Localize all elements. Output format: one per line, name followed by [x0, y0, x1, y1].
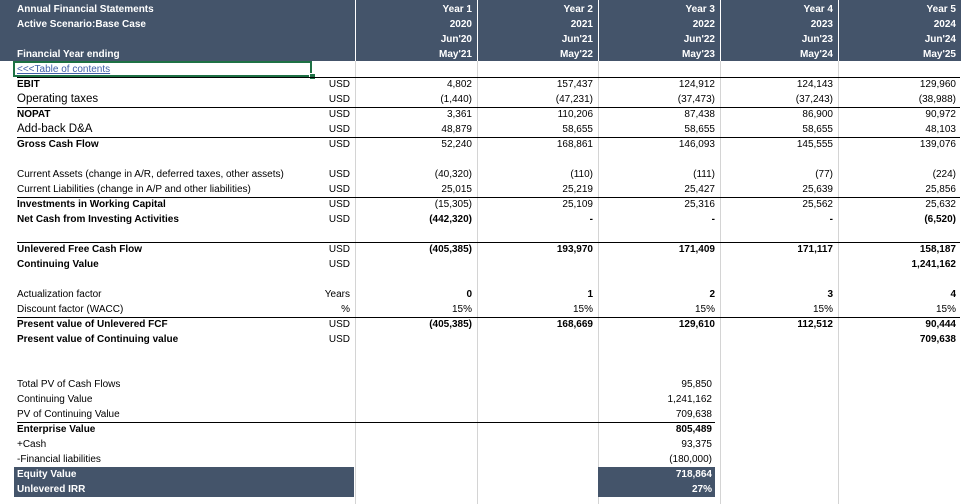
row-value: 2	[709, 289, 715, 300]
row-value: 4,802	[446, 79, 472, 90]
row-value: (40,320)	[434, 169, 472, 180]
year-header-label: Year 5	[926, 4, 956, 15]
row-value: 4	[950, 289, 956, 300]
year-header-start: Jun'23	[801, 34, 833, 45]
row-value: 25,015	[441, 184, 472, 195]
row-label: Continuing Value	[17, 259, 99, 270]
year-header-end: May'21	[439, 49, 472, 60]
row-value: 15%	[694, 304, 715, 315]
row-value: 193,970	[556, 244, 593, 255]
row-unit: USD	[328, 244, 350, 255]
row-value: 15%	[451, 304, 472, 315]
row-value: 139,076	[919, 139, 956, 150]
row-value: 1,241,162	[911, 259, 956, 270]
row-value: 157,437	[556, 79, 593, 90]
report-title-line: Active Scenario:Base Case	[17, 19, 146, 30]
row-value: -	[589, 214, 593, 225]
year-header-label: Year 4	[803, 4, 833, 15]
row-unit: USD	[328, 124, 350, 135]
row-value: 15%	[935, 304, 956, 315]
row-value: 110,206	[557, 109, 593, 120]
row-value: 171,409	[678, 244, 715, 255]
year-header-end: May'23	[682, 49, 715, 60]
row-value: (405,385)	[429, 244, 472, 255]
year-header-label: Year 3	[685, 4, 715, 15]
row-label: Present value of Unlevered FCF	[17, 319, 168, 330]
row-value: (37,473)	[677, 94, 715, 105]
row-value: (111)	[693, 169, 715, 180]
row-value	[477, 332, 593, 347]
row-value: 1	[587, 289, 593, 300]
summary-label: Total PV of Cash Flows	[17, 379, 121, 390]
year-header-year: 2023	[810, 19, 833, 30]
row-unit: USD	[328, 169, 350, 180]
row-label: Add-back D&A	[17, 123, 93, 135]
row-value: 48,103	[925, 124, 956, 135]
row-value	[720, 257, 833, 272]
row-value	[355, 257, 472, 272]
row-label: Current Liabilities (change in A/P and other liabilities)	[17, 184, 251, 195]
row-top-border	[17, 137, 960, 138]
row-label: Unlevered Free Cash Flow	[17, 244, 143, 255]
summary-label: Unlevered IRR	[17, 484, 86, 495]
year-header-year: 2022	[692, 19, 715, 30]
row-value: 90,444	[925, 319, 956, 330]
year-header-start: Jun'20	[440, 34, 472, 45]
summary-label: Equity Value	[17, 469, 77, 480]
year-header-label: Year 1	[442, 4, 472, 15]
row-value: 0	[466, 289, 472, 300]
row-value	[598, 332, 715, 347]
row-value: 171,117	[797, 244, 833, 255]
row-value	[355, 332, 472, 347]
year-header-year: 2020	[449, 19, 472, 30]
summary-top-border	[17, 422, 715, 423]
row-value: 129,610	[678, 319, 715, 330]
row-label: Investments in Working Capital	[17, 199, 166, 210]
row-value: (38,988)	[918, 94, 956, 105]
row-value: 90,972	[925, 109, 956, 120]
summary-label: PV of Continuing Value	[17, 409, 120, 420]
row-value: 15%	[812, 304, 833, 315]
row-unit: Years	[324, 289, 350, 300]
year-header-start: Jun'22	[683, 34, 715, 45]
row-value: 168,861	[556, 139, 593, 150]
row-value: 58,655	[802, 124, 833, 135]
summary-value: 1,241,162	[667, 394, 712, 405]
row-unit: USD	[328, 139, 350, 150]
row-label: Current Assets (change in A/R, deferred taxes, other assets)	[17, 169, 284, 180]
table-of-contents-link[interactable]: <<<Table of contents	[17, 64, 111, 75]
summary-label: Enterprise Value	[17, 424, 96, 435]
row-value: 48,879	[441, 124, 472, 135]
row-value: 168,669	[556, 319, 593, 330]
row-value: (37,243)	[795, 94, 833, 105]
row-unit: USD	[328, 79, 350, 90]
summary-value: 93,375	[681, 439, 712, 450]
row-value: 52,240	[441, 139, 472, 150]
row-value: 124,912	[678, 79, 715, 90]
row-value: -	[829, 214, 833, 225]
row-value: 146,093	[678, 139, 715, 150]
row-value: 58,655	[684, 124, 715, 135]
row-value: 25,632	[925, 199, 956, 210]
row-value	[720, 332, 833, 347]
summary-value: 27%	[691, 484, 712, 495]
row-unit: USD	[328, 109, 350, 120]
year-header-end: May'25	[923, 49, 956, 60]
row-value: 112,512	[797, 319, 833, 330]
summary-value: 95,850	[681, 379, 712, 390]
summary-value: 709,638	[675, 409, 712, 420]
row-value: 3,361	[446, 109, 472, 120]
row-label: Present value of Continuing value	[17, 334, 179, 345]
year-header-start: Jun'24	[924, 34, 956, 45]
row-value: -	[711, 214, 715, 225]
summary-value: 805,489	[675, 424, 712, 435]
row-value: 129,960	[919, 79, 956, 90]
row-label: NOPAT	[17, 109, 51, 120]
row-unit: %	[341, 304, 350, 315]
row-top-border	[17, 107, 960, 108]
row-value: 86,900	[802, 109, 833, 120]
row-unit: USD	[328, 259, 350, 270]
row-top-border	[17, 242, 960, 243]
row-unit: USD	[328, 94, 350, 105]
report-title-line: Annual Financial Statements	[17, 4, 154, 15]
row-label: Operating taxes	[17, 93, 99, 105]
row-value: 124,143	[796, 79, 833, 90]
summary-value: (180,000)	[669, 454, 712, 465]
row-unit: USD	[328, 334, 350, 345]
row-value: (1,440)	[440, 94, 472, 105]
row-label: Actualization factor	[17, 289, 102, 300]
row-unit: USD	[328, 184, 350, 195]
row-value: (47,231)	[555, 94, 593, 105]
row-value: 25,219	[562, 184, 593, 195]
row-value: (224)	[932, 169, 956, 180]
row-label: Net Cash from Investing Activities	[17, 214, 179, 225]
row-value: 145,555	[796, 139, 833, 150]
row-value	[477, 257, 593, 272]
row-value: 25,427	[684, 184, 715, 195]
row-top-border	[17, 197, 960, 198]
year-header-end: May'22	[560, 49, 593, 60]
row-value: (6,520)	[924, 214, 956, 225]
row-label: Gross Cash Flow	[17, 139, 99, 150]
row-value: 3	[827, 289, 833, 300]
summary-label: -Financial liabilities	[17, 454, 101, 465]
row-unit: USD	[328, 319, 350, 330]
row-value	[598, 257, 715, 272]
row-value: (77)	[815, 169, 833, 180]
row-value: (442,320)	[429, 214, 472, 225]
year-header-start: Jun'21	[561, 34, 593, 45]
row-unit: USD	[328, 199, 350, 210]
row-value: (405,385)	[429, 319, 472, 330]
row-value: 58,655	[562, 124, 593, 135]
row-value: 25,856	[925, 184, 956, 195]
summary-label: +Cash	[17, 439, 47, 450]
row-value: 15%	[572, 304, 593, 315]
row-top-border	[17, 317, 960, 318]
row-label: Discount factor (WACC)	[17, 304, 124, 315]
row-value: 25,109	[562, 199, 593, 210]
year-header-year: 2021	[570, 19, 593, 30]
year-header-label: Year 2	[563, 4, 593, 15]
row-top-border	[17, 77, 960, 78]
row-value: (15,305)	[434, 199, 472, 210]
row-value: 25,316	[684, 199, 715, 210]
row-value: 87,438	[684, 109, 715, 120]
financial-year-label: Financial Year ending	[17, 49, 120, 60]
row-value: 158,187	[919, 244, 956, 255]
row-value: 709,638	[919, 334, 956, 345]
summary-label: Continuing Value	[17, 394, 93, 405]
year-header-year: 2024	[933, 19, 956, 30]
year-header-end: May'24	[800, 49, 833, 60]
row-label: EBIT	[17, 79, 40, 90]
row-unit: USD	[328, 214, 350, 225]
summary-value: 718,864	[675, 469, 712, 480]
row-value: 25,562	[802, 199, 833, 210]
row-value: 25,639	[802, 184, 833, 195]
row-value: (110)	[570, 169, 593, 180]
